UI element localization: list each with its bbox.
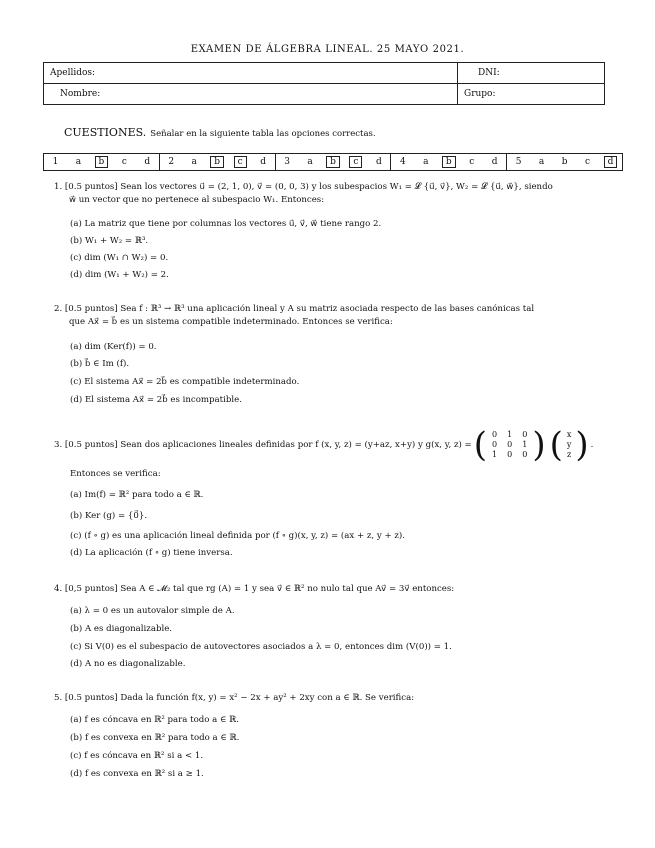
- answer-option-4-d[interactable]: [483, 157, 506, 167]
- question-2-statement-line-1: 2. [0.5 puntos] Sea f : ℝ³ → ℝ³ una aplicación lineal y A su matriz asociada respecto de las bases canónicas tal: [54, 304, 535, 314]
- question-3-vector: ( x y z ): [549, 425, 589, 465]
- question-5-option-b: (b) f es convexa en ℝ² para todo a ∈ ℝ.: [70, 733, 240, 743]
- question-3-statement-line-1: 3. [0.5 puntos] Sean dos aplicaciones lineales definidas por f (x, y, z) = (y+az, x+y) y g(x, y, z) =: [54, 439, 472, 450]
- question-1-option-b: (b) W₁ + W₂ = ℝ³.: [70, 236, 149, 246]
- answer-option-label: c: [349, 156, 362, 168]
- answer-option-1-d[interactable]: [136, 157, 159, 167]
- answer-option-5-c[interactable]: [576, 157, 599, 167]
- answer-option-5-b[interactable]: [553, 157, 576, 167]
- apellidos-label: Apellidos:: [50, 68, 96, 78]
- question-3-option-a: (a) Im(f) = ℝ² para todo a ∈ ℝ.: [70, 490, 204, 500]
- answer-group-1: [44, 154, 159, 170]
- answer-option-label: b: [210, 156, 224, 168]
- question-1: [54, 181, 614, 207]
- dni-field[interactable]: [458, 68, 500, 78]
- question-2-option-c: (c) El sistema Ax⃗ = 2b⃗ es compatible indeterminado.: [70, 377, 300, 387]
- nombre-label: Nombre:: [60, 89, 101, 99]
- matrix-entry: 0: [507, 440, 513, 449]
- answer-option-label: a: [538, 157, 545, 167]
- apellidos-field[interactable]: [44, 63, 458, 83]
- question-4-option-a: (a) λ = 0 es un autovalor simple de A.: [70, 606, 235, 616]
- answer-group-number: 1: [52, 157, 59, 167]
- question-5-statement: 5. [0.5 puntos] Dada la función f(x, y) = x² − 2x + ay² + 2xy con a ∈ ℝ. Se verifica:: [54, 693, 415, 703]
- matrix-entry: 1: [507, 430, 513, 439]
- answer-option-label: b: [442, 156, 456, 168]
- answer-group-number: 5: [515, 157, 522, 167]
- section-instruction: Señalar en la siguiente tabla las opciones correctas.: [150, 129, 376, 139]
- vector-entry: y: [566, 440, 572, 449]
- grupo-label: Grupo:: [464, 89, 496, 99]
- question-1-option-d: (d) dim (W₁ + W₂) = 2.: [70, 270, 169, 280]
- answer-option-label: d: [260, 157, 266, 167]
- nombre-field[interactable]: [44, 84, 458, 104]
- answer-option-label: a: [423, 157, 429, 167]
- question-2-option-a: (a) dim (Ker(f)) = 0.: [70, 342, 157, 352]
- answer-option-label: d: [376, 157, 382, 167]
- answer-option-2-c[interactable]: [229, 157, 252, 167]
- answer-option-label: d: [491, 157, 498, 167]
- question-1-statement-line-2: w⃗ un vector que no pertenece al subespacio W₁. Entonces:: [69, 195, 325, 205]
- answer-option-2-b[interactable]: [206, 157, 229, 167]
- question-3-statement-line-2: Entonces se verifica:: [70, 469, 161, 479]
- matrix-entry: 1: [492, 450, 498, 459]
- question-5-option-c: (c) f es cóncava en ℝ² si a < 1.: [70, 751, 204, 761]
- question-2-option-d: (d) El sistema Ax⃗ = 2b⃗ es incompatible.: [70, 395, 242, 405]
- answer-option-label: a: [75, 157, 82, 167]
- answer-option-5-d[interactable]: [599, 157, 622, 167]
- question-5-option-d: (d) f es convexa en ℝ² si a ≥ 1.: [70, 769, 204, 779]
- vector-entry: x: [566, 430, 572, 439]
- question-3-trail: .: [590, 439, 594, 450]
- question-2-option-b: (b) b⃗ ∈ Im (f).: [70, 359, 130, 369]
- answer-option-3-c[interactable]: [344, 157, 367, 167]
- answer-option-2-d[interactable]: [252, 157, 275, 167]
- answer-group-4: [390, 154, 506, 170]
- answer-grid: [43, 153, 623, 171]
- answer-group-5: [506, 154, 622, 170]
- exam-title: EXAMEN DE ÁLGEBRA LINEAL. 25 MAYO 2021.: [190, 44, 465, 55]
- matrix-row: [487, 440, 532, 450]
- answer-option-1-c[interactable]: [113, 157, 136, 167]
- vector-entry: z: [567, 450, 572, 459]
- answer-option-1-a[interactable]: [67, 157, 90, 167]
- answer-option-label: c: [469, 157, 475, 167]
- question-2: [54, 303, 614, 329]
- answer-option-label: d: [144, 157, 151, 167]
- question-4-option-b: (b) A es diagonalizable.: [70, 624, 173, 634]
- answer-option-label: a: [307, 157, 313, 167]
- question-4-option-c: (c) Si V(0) es el subespacio de autovectores asociados a λ = 0, entonces dim (V(0)) = 1.: [70, 642, 452, 652]
- vector-entries: [563, 430, 576, 460]
- matrix-entry: 0: [522, 450, 528, 459]
- answer-option-1-b[interactable]: [90, 157, 113, 167]
- matrix-entry: 0: [492, 430, 498, 439]
- question-1-option-a: (a) La matriz que tiene por columnas los vectores u⃗, v⃗, w⃗ tiene rango 2.: [70, 219, 382, 229]
- answer-option-4-a[interactable]: [414, 157, 437, 167]
- answer-option-label: c: [585, 157, 591, 167]
- question-4-option-d: (d) A no es diagonalizable.: [70, 659, 186, 669]
- dni-label: DNI:: [478, 68, 500, 78]
- matrix-row: [487, 450, 532, 460]
- answer-group-number: 3: [284, 157, 290, 167]
- matrix-entry: 0: [492, 440, 498, 449]
- answer-group-number: 4: [400, 157, 406, 167]
- matrix-table: [487, 430, 532, 460]
- question-4-statement: 4. [0,5 puntos] Sea A ∈ 𝓜₂ tal que rg (A) = 1 y sea v⃗ ∈ ℝ² no nulo tal que Av⃗ = 3v⃗ entonces:: [54, 584, 455, 594]
- answer-option-3-d[interactable]: [367, 157, 390, 167]
- answer-option-2-a[interactable]: [183, 157, 206, 167]
- answer-option-label: a: [191, 157, 197, 167]
- answer-option-3-a[interactable]: [299, 157, 322, 167]
- answer-option-4-c[interactable]: [460, 157, 483, 167]
- answer-option-4-b[interactable]: [437, 157, 460, 167]
- section-heading: [64, 126, 376, 139]
- answer-option-3-b[interactable]: [322, 157, 345, 167]
- question-3-option-b: (b) Ker (g) = {0⃗}.: [70, 511, 148, 521]
- question-1-statement-line-1: 1. [0.5 puntos] Sean los vectores u⃗ = (2, 1, 0), v⃗ = (0, 0, 3) y los subespacios W₁ = 𝓛 {u⃗, v⃗}, W₂ = 𝓛 {u⃗, w⃗}, siendo: [54, 182, 553, 192]
- answer-option-label: c: [121, 157, 127, 167]
- question-5-option-a: (a) f es cóncava en ℝ² para todo a ∈ ℝ.: [70, 715, 239, 725]
- answer-option-label: b: [95, 156, 109, 168]
- answer-option-label: b: [561, 157, 568, 167]
- student-info-table: [43, 62, 605, 105]
- question-3: [54, 425, 614, 465]
- grupo-field[interactable]: [458, 89, 496, 99]
- question-1-option-c: (c) dim (W₁ ∩ W₂) = 0.: [70, 253, 169, 263]
- matrix-entry: 0: [522, 430, 528, 439]
- matrix-entry: 0: [507, 450, 513, 459]
- info-row-1: [44, 63, 604, 83]
- question-3-matrix: ( 0 1 0 0 0 1 1 0 0 ): [473, 425, 546, 465]
- answer-option-5-a[interactable]: [530, 157, 553, 167]
- answer-group-3: [275, 154, 391, 170]
- answer-group-2: [159, 154, 275, 170]
- question-3-option-d: (d) La aplicación (f ∘ g) tiene inversa.: [70, 548, 233, 558]
- answer-option-label: c: [234, 156, 247, 168]
- section-title: CUESTIONES.: [64, 126, 147, 139]
- question-3-option-c: (c) (f ∘ g) es una aplicación lineal definida por (f ∘ g)(x, y, z) = (ax + z, y + z).: [70, 531, 406, 541]
- matrix-entry: 1: [522, 440, 528, 449]
- answer-option-label: b: [326, 156, 340, 168]
- answer-option-label: d: [604, 156, 618, 168]
- question-2-statement-line-2: que Ax⃗ = b⃗ es un sistema compatible indeterminado. Entonces se verifica:: [69, 317, 393, 327]
- answer-group-number: 2: [168, 157, 175, 167]
- matrix-row: [487, 430, 532, 440]
- info-row-2: [44, 83, 604, 104]
